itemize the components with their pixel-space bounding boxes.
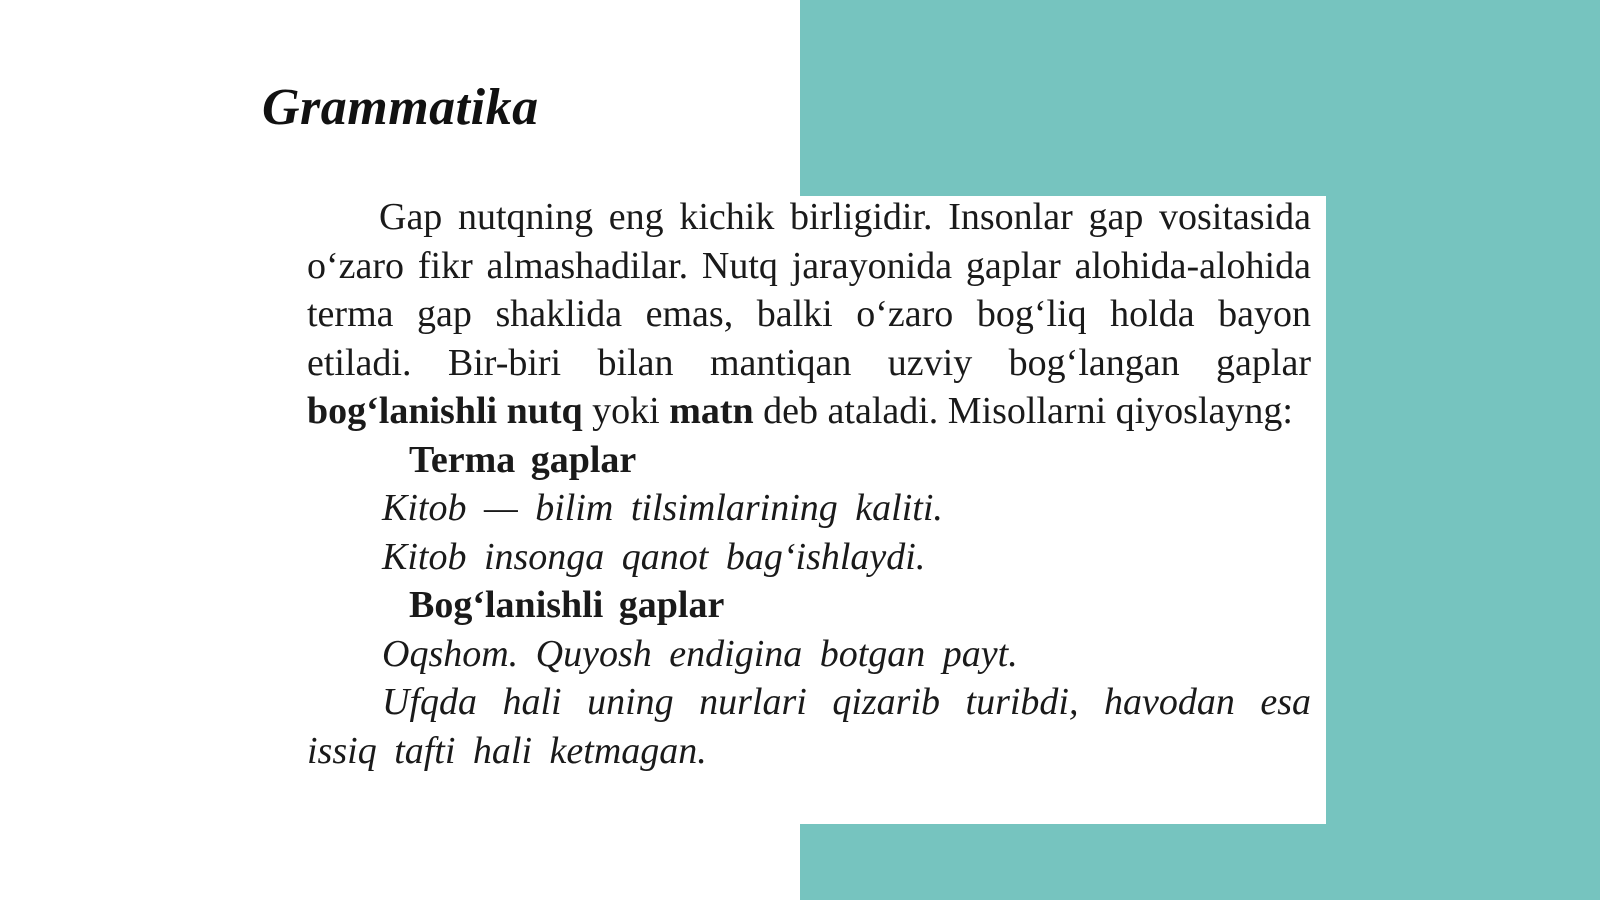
page-title: Grammatika bbox=[262, 79, 539, 136]
text-content bbox=[307, 193, 1311, 775]
section-heading-terma-gaplar: Terma gaplar bbox=[409, 438, 637, 481]
example-sentence: Ufqda hali uning nurlari qizarib turibdi, havodan esa issiq tafti hali ketmagan. bbox=[307, 681, 1311, 772]
term-connected-speech: bog‘lanishli nutq bbox=[307, 390, 583, 432]
example-sentence: Kitob — bilim tilsimlarining kaliti. bbox=[382, 487, 943, 529]
paragraph-text-2: yoki bbox=[582, 390, 670, 432]
example-sentence: Kitob insonga qanot bag‘ishlaydi. bbox=[382, 535, 926, 578]
example-sentence: Oqshom. Quyosh endigina botgan payt. bbox=[382, 632, 1018, 675]
section-heading-boglanishli-gaplar: Bog‘lanishli gaplar bbox=[409, 584, 725, 626]
intro-paragraph bbox=[307, 193, 1311, 436]
paragraph-text-1: Gap nutqning eng kichik birligidir. Insonlar gap vositasida o‘zaro fikr almashadilar. Nutq jarayonida gaplar alohida-alohida terma gap shaklida emas, balki o‘zaro bog‘liq holda bayon etiladi. Bir-biri bilan mantiqan uzviy bog‘langan gaplar bbox=[307, 196, 1311, 384]
paragraph-text-3: deb ataladi. Misollarni qiyoslayng: bbox=[753, 390, 1293, 432]
term-text: matn bbox=[669, 390, 754, 432]
